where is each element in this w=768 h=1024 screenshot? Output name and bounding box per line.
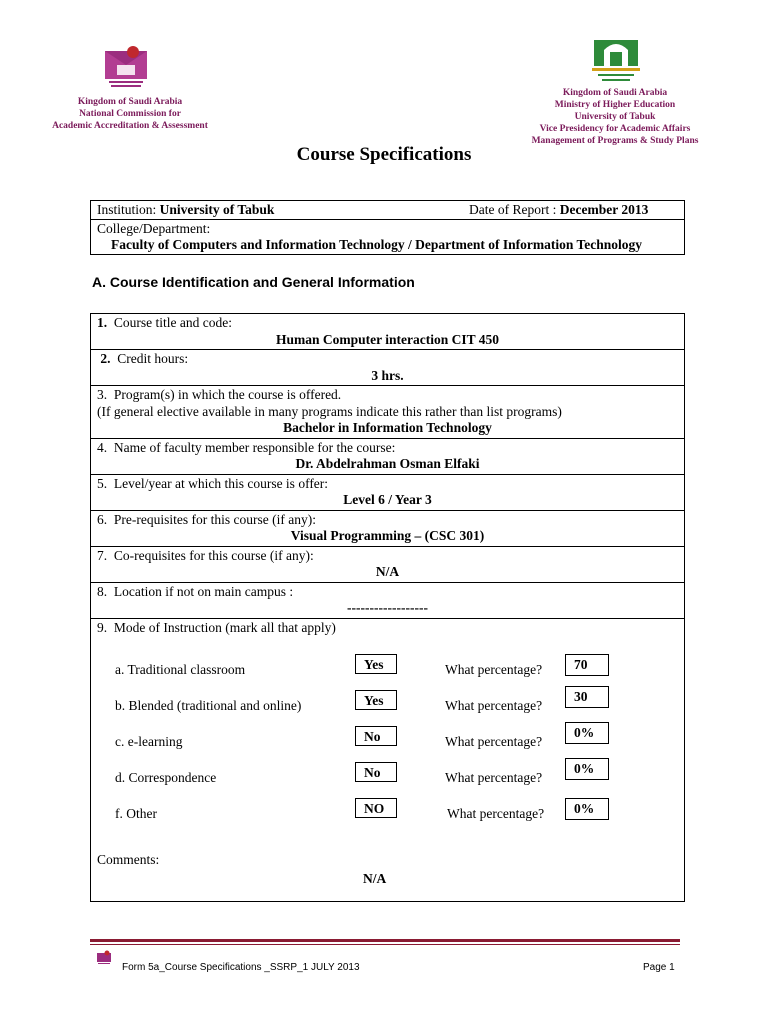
item-label: Pre-requisites for this course (if any): — [113, 511, 316, 527]
college-value: Faculty of Computers and Information Technology / Department of Information Technology — [111, 237, 643, 252]
mode-label: f. Other — [115, 806, 157, 821]
course-identification-table — [90, 313, 685, 902]
item-label: Location if not on main campus : — [113, 583, 294, 599]
date-label: Date of Report : — [469, 202, 557, 217]
item-number: 8. — [97, 583, 108, 599]
percentage-box: 0% — [565, 798, 609, 820]
percentage-question: What percentage? — [445, 662, 543, 677]
percentage-question: What percentage? — [445, 734, 543, 749]
percentage-box: 0% — [565, 758, 609, 780]
item-number: 4. — [97, 439, 108, 455]
institution-row — [91, 201, 685, 220]
header-right-line: University of Tabuk — [574, 112, 656, 122]
item-number: 3. — [97, 387, 108, 402]
mode-of-instruction-row — [91, 618, 685, 901]
item-label: Co-requisites for this course (if any): — [113, 547, 314, 563]
mode-row — [97, 798, 678, 834]
item-row — [91, 582, 685, 618]
header-left-line: Academic Accreditation & Assessment — [52, 121, 208, 131]
percentage-question: What percentage? — [445, 770, 543, 785]
footer-divider — [90, 944, 680, 945]
header-right-line: Kingdom of Saudi Arabia — [562, 88, 668, 98]
item-row — [91, 314, 685, 350]
item-value: Bachelor in Information Technology — [283, 420, 492, 435]
item-row — [91, 386, 685, 439]
mode-row — [97, 654, 678, 690]
mode-row — [97, 726, 678, 762]
page-title: Course Specifications — [296, 144, 472, 165]
item-label: Mode of Instruction (mark all that apply) — [113, 619, 336, 635]
header-right-line: Management of Programs & Study Plans — [531, 136, 699, 146]
header-right-line: Ministry of Higher Education — [554, 100, 676, 110]
percentage-question: What percentage? — [447, 806, 545, 821]
college-row — [91, 220, 685, 255]
item-value: N/A — [375, 564, 400, 579]
mode-answer-box: NO — [355, 798, 397, 818]
item-value: Level 6 / Year 3 — [343, 492, 432, 507]
mode-label: a. Traditional classroom — [115, 662, 246, 677]
item-value: Visual Programming – (CSC 301) — [290, 528, 485, 543]
item-number: 7. — [97, 547, 108, 563]
item-value: 3 hrs. — [371, 367, 404, 383]
institution-box — [90, 200, 685, 255]
header-left-line: Kingdom of Saudi Arabia — [77, 97, 183, 107]
item-label: Name of faculty member responsible for the course: — [113, 439, 396, 455]
header-left-text — [40, 96, 220, 132]
item-row — [91, 510, 685, 546]
footer-divider — [90, 939, 680, 942]
mode-label: b. Blended (traditional and online) — [115, 698, 302, 713]
item-label: Credit hours: — [117, 351, 189, 366]
item-row — [91, 350, 685, 386]
mode-answer-box: No — [355, 726, 397, 746]
institution-value: University of Tabuk — [159, 202, 275, 217]
percentage-question: What percentage? — [445, 698, 543, 713]
mode-answer-box: No — [355, 762, 397, 782]
footer-page-number: Page 1 — [643, 962, 675, 973]
percentage-box: 70 — [565, 654, 609, 676]
ncaaa-logo-icon — [103, 45, 149, 91]
university-of-tabuk-logo-icon — [588, 38, 644, 86]
footer-form-text: Form 5a_Course Specifications _SSRP_1 JULY 2013 — [122, 962, 360, 973]
item-value: Human Computer interaction CIT 450 — [275, 331, 499, 347]
item-number: 1. — [97, 315, 108, 330]
ncaaa-logo-icon — [96, 950, 112, 966]
header-right-text — [520, 87, 710, 147]
item-label: Program(s) in which the course is offered. — [113, 387, 342, 402]
item-note: (If general elective available in many programs indicate this rather than list programs) — [97, 403, 562, 419]
mode-label: c. e-learning — [115, 734, 183, 749]
section-heading: A. Course Identification and General Information — [92, 274, 415, 290]
item-number: 6. — [97, 511, 108, 527]
percentage-box: 30 — [565, 686, 609, 708]
item-value: Dr. Abdelrahman Osman Elfaki — [295, 456, 480, 471]
item-row — [91, 438, 685, 474]
mode-answer-box: Yes — [355, 690, 397, 710]
mode-row — [97, 690, 678, 726]
percentage-box: 0% — [565, 722, 609, 744]
item-label: Level/year at which this course is offer: — [113, 475, 329, 491]
item-row — [91, 474, 685, 510]
header-right-line: Vice Presidency for Academic Affairs — [539, 124, 691, 134]
item-value: ------------------ — [347, 600, 428, 615]
item-number: 2. — [100, 351, 111, 366]
mode-answer-box: Yes — [355, 654, 397, 674]
item-number: 9. — [97, 619, 108, 635]
item-number: 5. — [97, 475, 108, 491]
header-left-line: National Commission for — [79, 109, 181, 119]
institution-label: Institution: — [97, 202, 157, 217]
mode-row — [97, 762, 678, 798]
item-label: Course title and code: — [113, 315, 232, 330]
comments-value: N/A — [363, 870, 387, 886]
date-value: December 2013 — [559, 202, 649, 217]
item-row — [91, 546, 685, 582]
comments-label: Comments: — [97, 852, 160, 867]
mode-label: d. Correspondence — [115, 770, 217, 785]
college-label: College/Department: — [97, 221, 211, 236]
